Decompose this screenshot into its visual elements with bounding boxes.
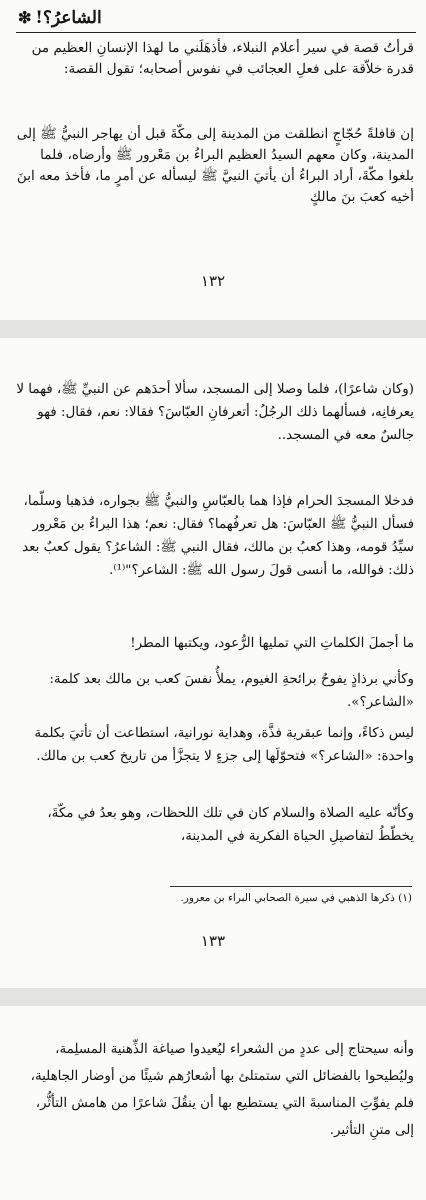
- paragraph-planning: وكأنّه عليه الصلاة والسلام كان في تلك اللحظات، وهو بعدُ في مكّةَ، يخطّطُ لتفاصيلِ الحياة الفكرية في المدينة،: [47, 806, 414, 844]
- paragraph-story-start: إن قافلةً حُجّاجٍ انطلقت من المدينة إلى مكّةَ قبل أن يهاجر النبيُّ ﷺ إلى المدينة، وكان معهم السيدُ العظيم البراءُ بن مَعْرور ﷺ وأرضاه، فلما بلغوا مكّةَ، أراد البراءُ أن يأتيَ النبيَّ ﷺ ليسأله عن أمرٍ ما، فأخذ معه ابنَ أخيه كعبَ بنَ مالكٍ: [16, 126, 414, 205]
- book-page-132: [0, 0, 426, 320]
- footnote: (١) ذكرها الذهبي في سيرة الصحابي البراء بن معرور.: [180, 892, 412, 904]
- paragraph-thunder: ما أجملَ الكلماتِ التي تمليها الرُّعود، ويكتبها المطر!: [130, 636, 414, 651]
- chapter-heading: [18, 6, 416, 30]
- paragraph-genius: ليس ذكاءً، وإنما عبقرية فذَّة، وهداية نورانية، استطاعت أن تأتيَ بكلمة واحدة: «الشاعر؟» فتحوّلَها إلى جزءٍ لا يتجزَّأ من تاريخ كعب بن مالك.: [34, 726, 414, 764]
- paragraph-drizzle: وكأني برذاذٍ يفوحُ برائحةِ الغيوم، يملأُ نفسَ كعب بن مالك بعد كلمة: «الشاعر؟».: [49, 672, 414, 710]
- book-page-134: [0, 1006, 426, 1200]
- paragraph-mosque: (وكان شاعرًا)، فلما وصلا إلى المسجد، سألا أحدَهم عن النبيِّ ﷺ، فهما لا يعرفانِه، فسألهما ذلك الرجُلُ: أتعرفانِ العبّاسَ؟ فقالا: نعم، فقال: فهو جالسٌ معه في المسجد..: [16, 382, 414, 443]
- page-number: ١٣٣: [200, 932, 226, 950]
- ornament-icon: ❇: [18, 8, 32, 27]
- chapter-title: الشاعرُ؟!: [35, 8, 102, 28]
- paragraph-intro: قرأتُ قصة في سير أعلام النبلاء، فأذهَلَني ما لهذا الإنسانِ العظيم من قدرة خلاّقة على فعلِ العجائب في نفوس أصحابه؛ تقول القصة:: [31, 40, 414, 77]
- book-page-133: [0, 338, 426, 988]
- heading-divider: [16, 32, 416, 33]
- footnote-divider: [170, 886, 412, 887]
- page-number: ١٣٢: [200, 272, 226, 290]
- paragraph-poets: وأنه سيحتاج إلى عددٍ من الشعراء ليُعيدوا صياغة الذِّهنية المسلِمة، وليُطيحوا بالفضائل التي ستمتلئ بها أشعارُهم شيئًا من أوضار الجاهلية، فلم يفوِّتِ المناسبةَ التي يستطيع بها أن ينقُلَ شاعرًا من هامش التأثُّر، إلى متنِ التأثير.: [30, 1042, 414, 1138]
- paragraph-meeting: فدخلا المسجدَ الحرام فإذا هما بالعبّاسِ والنبيُّ ﷺ بجواره، فذهبا وسلّما، فسأل النبيُّ ﷺ العبّاسَ: هل تعرفُهما؟ فقال: نعم؛ هذا البراءُ بن مَعْرور سيِّدُ قومه، وهذا كعبُ بن مالك، فقال النبي ﷺ: الشاعرُ؟ يقول كعبٌ بعد ذلك: فوالله، ما أنسى قولَ رسول الله ﷺ: الشاعر؟"⁽¹⁾.: [22, 494, 414, 578]
